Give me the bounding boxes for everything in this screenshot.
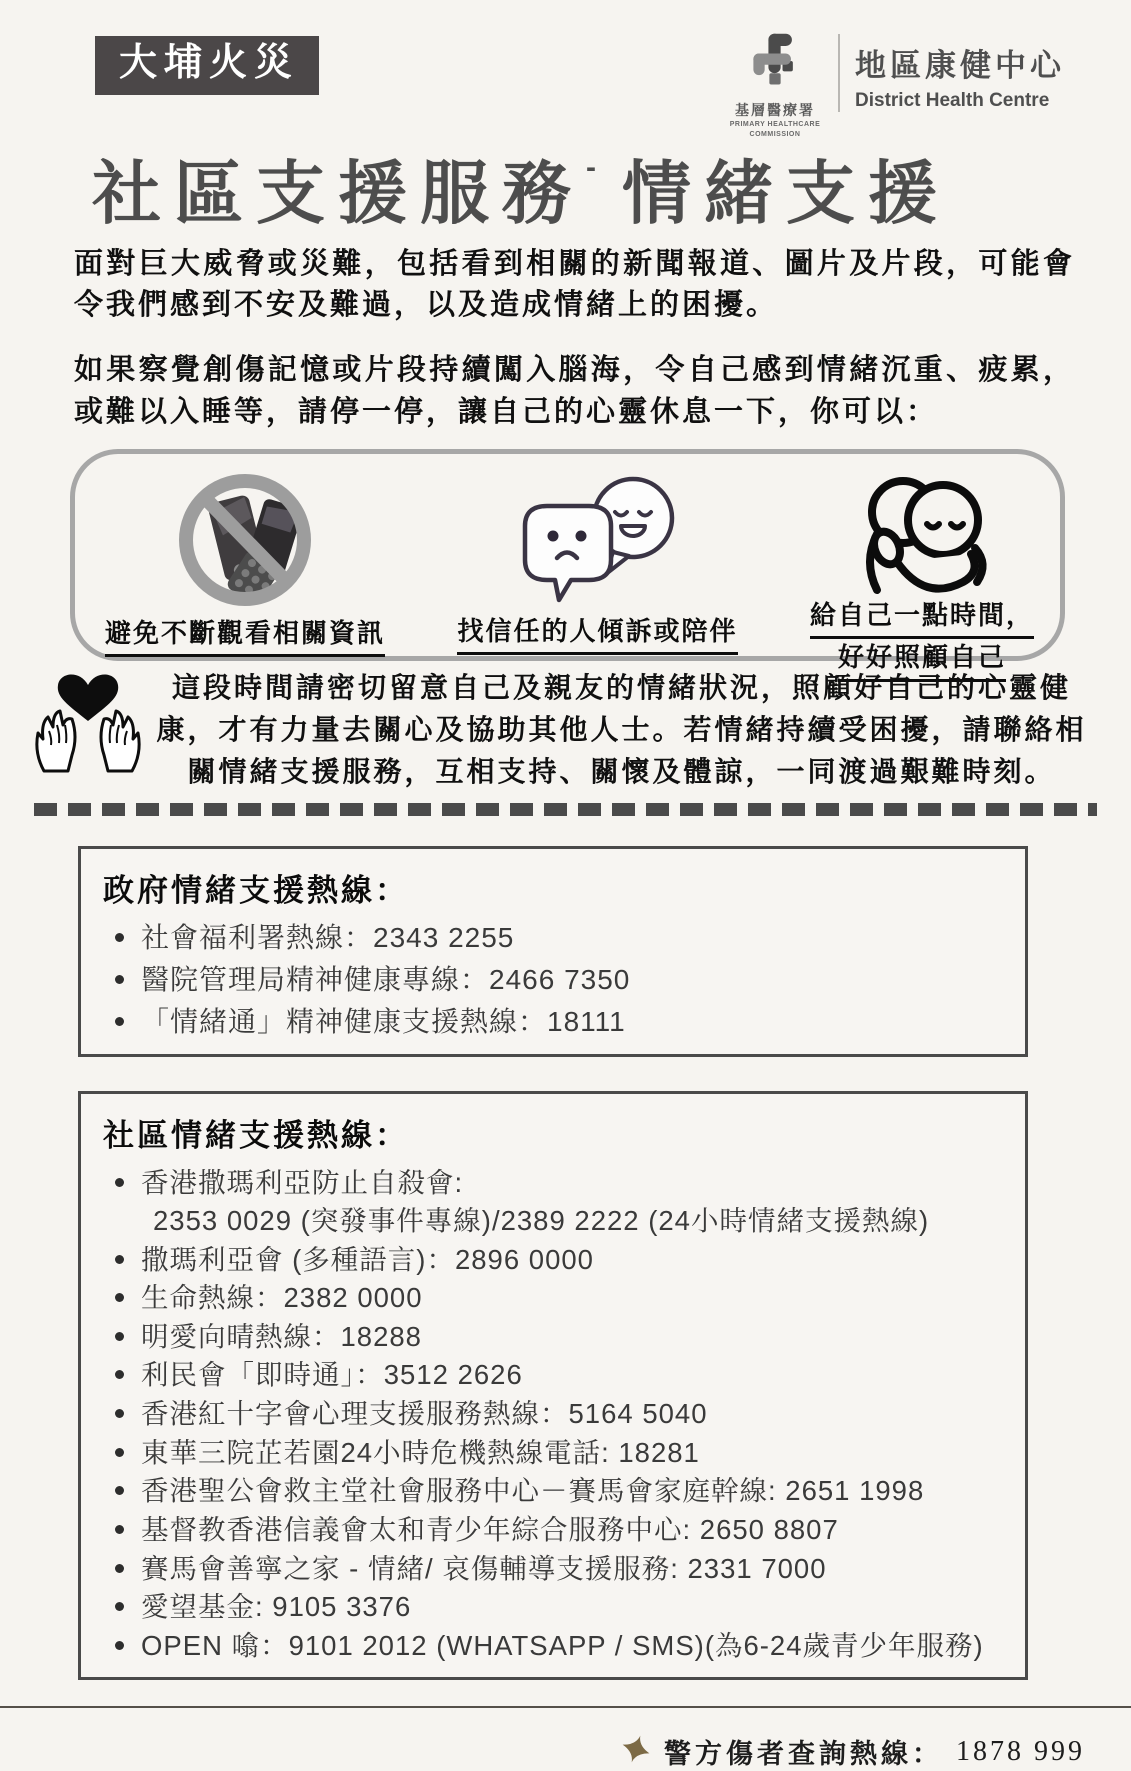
bullet-icon [115,1564,124,1573]
hotline-item [115,1321,1001,1353]
hotline-text: 東華三院芷若園24小時危機熱線電話: 18281 [141,1436,700,1468]
hotline-text: OPEN 噏：9101 2012 (WHATSAPP / SMS)(為6-24歲青少年服務) [141,1629,984,1661]
page-title-part2: 情緒支援 [622,154,950,232]
phc-name-en [730,120,821,140]
bullet-icon [115,1370,124,1379]
tip-talk-to-someone [457,468,737,656]
phc-name-en-line1: PRIMARY HEALTHCARE [729,121,821,128]
hotline-text: 撒瑪利亞會 (多種語言)：2896 0000 [141,1243,594,1275]
tip-caption-text-line2: 好好照顧自己 [838,639,1006,682]
dhc-name-block [855,30,1065,112]
care-note [28,665,1097,793]
care-note-text: 這段時間請密切留意自己及親友的情緒狀況，照顧好自己的心靈健康，才有力量去關心及協助其他人士。若情緒持續受困擾，請聯絡相關情緒支援服務，互相支持、關懷及體諒，一同渡過艱難時刻。 [156,671,1087,787]
hotline-text: 香港紅十字會心理支援服務熱線：5164 5040 [141,1398,708,1430]
page-title-dash: - [586,150,596,184]
tip-caption-text: 避免不斷觀看相關資訊 [105,615,385,658]
hotline-item [115,1282,1001,1314]
hug-icon [847,468,997,601]
speech-bubbles-icon [509,468,685,613]
sparkle-icon [621,1734,651,1769]
gov-hotlines-list [103,922,1001,1039]
community-hotlines-panel [78,1091,1028,1680]
page-title [0,140,1131,230]
community-hotlines-title: 社區情緒支援熱線： [103,1118,409,1154]
phc-logo-block [727,30,823,140]
hotline-text: 生命熱線：2382 0000 [141,1282,423,1314]
hotline-item [115,1514,1001,1546]
dhc-name-zh: 地區康健中心 [855,48,1065,83]
hotline-text: 明愛向晴熱線：18288 [141,1320,422,1352]
tip-caption [105,615,385,658]
logo-divider [838,34,840,112]
hotline-item [115,1244,1001,1276]
page-title-part1: 社區支援服務 [92,154,584,232]
gov-hotlines-panel [78,846,1028,1058]
bullet-icon [115,1332,124,1341]
hotline-text: 利民會「即時通」：3512 2626 [141,1359,523,1391]
police-hotline-label: 警方傷者查詢熱線： [664,1739,943,1770]
hotline-item [115,1475,1001,1507]
community-hotlines-list [103,1167,1001,1661]
bullet-icon [115,1017,124,1026]
hotline-text: 香港聖公會救主堂社會服務中心－賽馬會家庭幹線: 2651 1998 [141,1475,925,1507]
hotline-text: 愛望基金: 9105 3376 [141,1591,412,1623]
hotline-item [115,1167,1001,1199]
hotline-item [115,922,1001,954]
hotline-item [115,1630,1001,1662]
bullet-icon [115,1486,124,1495]
bullet-icon [115,1602,124,1611]
footer [0,1708,1131,1771]
header [0,0,1131,140]
hotline-item [115,1359,1001,1391]
heart-hands-icon [28,667,148,780]
bullet-icon [115,1178,124,1187]
bullet-icon [115,975,124,984]
hotline-text: 「情緒通」精神健康支援熱線：18111 [141,1006,626,1038]
intro-paragraph-2: 如果察覺創傷記憶或片段持續闖入腦海，令自己感到情緒沉重、疲累，或難以入睡等，請停一停，讓自己的心靈休息一下，你可以： [74,354,1075,428]
dhc-name-en: District Health Centre [855,90,1050,111]
bullet-icon [115,1409,124,1418]
phc-name-en-line2: COMMISSION [749,130,801,138]
hotline-item [115,964,1001,996]
hotline-item [115,1553,1001,1585]
bullet-icon [115,1448,124,1457]
bullet-icon [115,933,124,942]
bullet-icon [115,1293,124,1302]
event-badge: 大埔火災 [95,36,319,95]
hotline-item [115,1437,1001,1469]
hotline-text: 社會福利署熱線：2343 2255 [141,921,515,953]
bullet-icon [115,1641,124,1650]
hotline-text: 基督教香港信義會太和青少年綜合服務中心: 2650 8807 [141,1513,839,1545]
tip-caption-text-line1: 給自己一點時間， [810,597,1034,640]
hotline-continuation: 2353 0029 (突發事件專線)/2389 2222 (24小時情緒支援熱線) [153,1204,930,1236]
intro-paragraph-1: 面對巨大威脅或災難，包括看到相關的新聞報道、圖片及片段，可能會令我們感到不安及難過，以及造成情緒上的困擾。 [74,248,1075,322]
org-logo [727,30,1065,140]
phc-name-zh: 基層醫療署 [735,102,815,118]
tip-avoid-news [105,468,385,658]
tips-box [70,449,1065,673]
hotline-text: 香港撒瑪利亞防止自殺會: [141,1167,464,1199]
phc-logo-icon [746,30,804,97]
tip-take-time [810,468,1034,682]
tip-caption [457,613,737,656]
dashed-divider [34,803,1097,816]
hotline-item [115,1591,1001,1623]
tip-caption-text: 找信任的人傾訴或陪伴 [457,613,737,656]
hotline-text: 醫院管理局精神健康專線：2466 7350 [141,963,631,995]
police-hotline-number: 1878 999 [956,1735,1085,1767]
bullet-icon [115,1525,124,1534]
no-phones-icon [174,468,316,615]
hotline-item [115,1398,1001,1430]
bullet-icon [115,1255,124,1264]
gov-hotlines-title: 政府情緒支援熱線： [103,872,409,908]
hotline-text: 賽馬會善寧之家 - 情緒/ 哀傷輔導支援服務: 2331 7000 [141,1552,827,1584]
hotline-item [115,1006,1001,1038]
